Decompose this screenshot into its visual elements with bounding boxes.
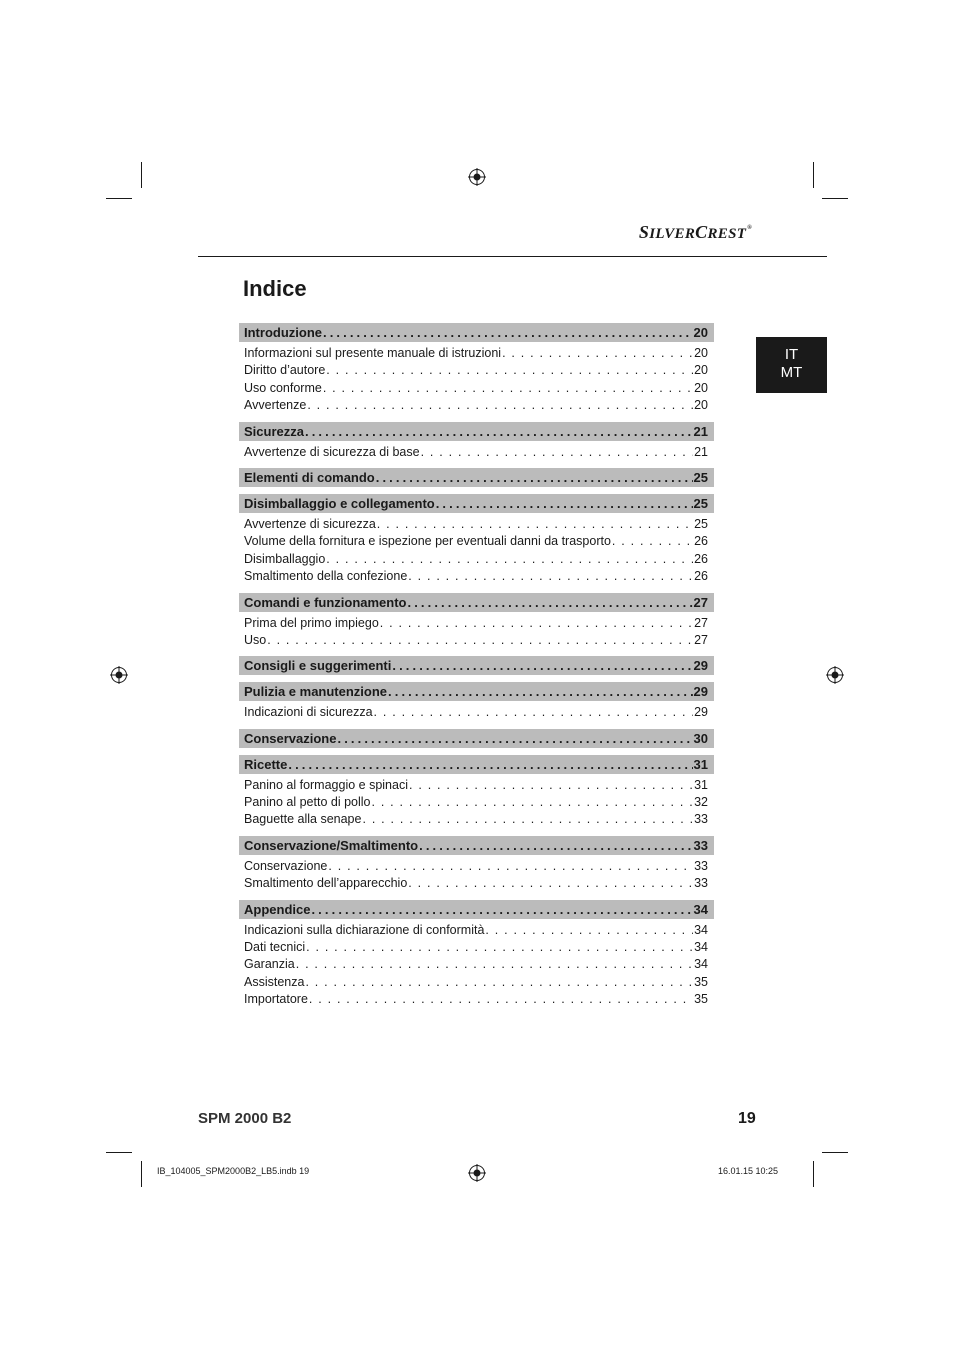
toc-leader — [408, 568, 693, 585]
toc-entry-page: 26 — [694, 551, 708, 566]
toc-entry — [239, 974, 714, 991]
toc-section-page: 30 — [693, 730, 708, 746]
toc-entry — [239, 939, 714, 956]
toc-section-title: Sicurezza — [244, 423, 304, 439]
toc-entry — [239, 444, 714, 461]
toc-section-heading — [239, 323, 714, 342]
toc-section-title: Consigli e suggerimenti — [244, 658, 392, 674]
toc-entry-page: 34 — [694, 957, 708, 972]
toc-entry-page: 35 — [694, 974, 708, 989]
toc-leader — [392, 656, 692, 675]
toc-entry-label: Garanzia — [244, 957, 295, 972]
page-number: 19 — [738, 1110, 756, 1127]
toc-entry-page: 20 — [694, 346, 708, 360]
toc-leader — [288, 755, 692, 774]
toc-entry-label: Informazioni sul presente manuale di istruzioni — [244, 346, 502, 360]
toc-leader — [408, 593, 693, 612]
toc-section-title: Conservazione/Smaltimento — [244, 837, 419, 853]
toc-leader — [371, 794, 693, 811]
toc-section-title: Ricette — [244, 756, 288, 772]
toc-entry — [239, 362, 714, 379]
toc-item-list — [239, 704, 714, 721]
toc-entry-page: 32 — [694, 795, 708, 810]
toc-section — [239, 323, 714, 415]
toc-entry-page: 21 — [694, 444, 708, 459]
toc-entry — [239, 704, 714, 721]
toc-entry-label: Prima del primo impiego — [244, 615, 379, 630]
toc-leader — [305, 974, 693, 991]
toc-entry-page: 25 — [694, 516, 708, 531]
toc-section-page: 20 — [693, 325, 708, 340]
page-title: Indice — [243, 276, 307, 301]
toc-entry-page: 34 — [694, 922, 708, 937]
toc-section-heading — [239, 656, 714, 675]
table-of-contents — [239, 323, 714, 1016]
toc-entry — [239, 956, 714, 973]
registration-mark-icon — [468, 1164, 486, 1182]
crop-mark — [141, 1161, 142, 1187]
toc-entry-label: Indicazioni sulla dichiarazione di conformità — [244, 922, 485, 937]
toc-leader — [409, 777, 693, 794]
toc-entry-page: 20 — [694, 380, 708, 395]
toc-item-list — [239, 858, 714, 893]
toc-entry-page: 26 — [694, 569, 708, 584]
toc-section — [239, 422, 714, 461]
toc-section-title: Conservazione — [244, 730, 337, 746]
toc-section-heading — [239, 755, 714, 774]
toc-leader — [374, 704, 694, 721]
toc-section-title: Disimballaggio e collegamento — [244, 495, 435, 511]
toc-entry-label: Panino al petto di pollo — [244, 795, 371, 810]
toc-section-page: 33 — [693, 837, 708, 853]
toc-entry-page: 29 — [694, 705, 708, 720]
toc-leader — [612, 533, 693, 550]
toc-section-heading — [239, 494, 714, 513]
toc-entry — [239, 811, 714, 828]
toc-section — [239, 656, 714, 675]
toc-entry — [239, 551, 714, 568]
toc-section-title: Elementi di comando — [244, 469, 375, 485]
brand-logo: SILVERCREST® — [638, 222, 752, 242]
toc-section-page: 25 — [693, 495, 708, 511]
toc-section — [239, 593, 714, 650]
toc-section-heading — [239, 468, 714, 487]
toc-section — [239, 682, 714, 721]
toc-entry — [239, 397, 714, 414]
toc-entry — [239, 875, 714, 892]
toc-section-page: 29 — [693, 684, 708, 700]
toc-item-list — [239, 922, 714, 1009]
toc-leader — [296, 956, 693, 973]
language-code: IT — [784, 346, 799, 363]
toc-section-heading — [239, 900, 714, 919]
toc-section-title: Appendice — [244, 901, 311, 917]
print-slug-file: IB_104005_SPM2000B2_LB5.indb 19 — [157, 1166, 310, 1176]
toc-leader — [421, 444, 694, 461]
toc-entry-label: Diritto d’autore — [244, 363, 326, 378]
toc-leader — [326, 551, 693, 568]
header-rule — [198, 256, 827, 257]
toc-entry-label: Conservazione — [244, 858, 328, 873]
toc-entry-label: Uso conforme — [244, 380, 322, 395]
toc-item-list — [239, 777, 714, 829]
toc-item-list — [239, 345, 714, 415]
toc-section-page: 29 — [693, 658, 708, 674]
toc-item-list — [239, 615, 714, 650]
toc-entry — [239, 991, 714, 1008]
toc-entry — [239, 794, 714, 811]
registration-mark-icon — [110, 666, 128, 684]
crop-mark — [813, 162, 814, 188]
toc-leader — [388, 682, 693, 701]
toc-section-heading — [239, 836, 714, 855]
toc-section-heading — [239, 729, 714, 748]
toc-section — [239, 836, 714, 893]
toc-leader — [502, 345, 693, 362]
toc-leader — [408, 875, 693, 892]
toc-entry-page: 35 — [694, 992, 708, 1007]
toc-leader — [419, 836, 692, 855]
toc-entry-label: Importatore — [244, 992, 308, 1007]
toc-section — [239, 468, 714, 487]
toc-leader — [305, 422, 693, 441]
toc-entry-page: 27 — [694, 632, 708, 647]
toc-section-heading — [239, 682, 714, 701]
toc-section-heading — [239, 593, 714, 612]
toc-section-title: Comandi e funzionamento — [244, 594, 407, 610]
toc-entry-page: 27 — [694, 615, 708, 630]
toc-entry-label: Smaltimento dell’apparecchio — [244, 876, 408, 891]
toc-leader — [326, 362, 693, 379]
crop-mark — [822, 198, 848, 199]
toc-entry-page: 33 — [694, 858, 708, 873]
toc-section — [239, 494, 714, 586]
toc-entry-label: Disimballaggio — [244, 551, 326, 566]
toc-entry — [239, 568, 714, 585]
toc-leader — [485, 922, 693, 939]
crop-mark — [813, 1161, 814, 1187]
toc-leader — [337, 729, 692, 748]
toc-leader — [267, 632, 693, 649]
toc-section-page: 34 — [693, 901, 708, 917]
toc-section-title: Pulizia e manutenzione — [244, 684, 388, 700]
toc-item-list — [239, 516, 714, 586]
toc-leader — [309, 991, 693, 1008]
language-code: MT — [780, 364, 803, 381]
toc-entry — [239, 777, 714, 794]
crop-mark — [141, 162, 142, 188]
toc-entry-label: Baguette alla senape — [244, 812, 362, 827]
model-name: SPM 2000 B2 — [198, 1110, 292, 1127]
toc-leader — [328, 858, 693, 875]
registration-mark-icon — [468, 168, 486, 186]
toc-entry — [239, 858, 714, 875]
toc-leader — [307, 397, 693, 414]
toc-section-page: 31 — [693, 756, 708, 772]
toc-entry — [239, 922, 714, 939]
toc-entry-label: Avvertenze di sicurezza di base — [244, 444, 420, 459]
toc-entry-page: 20 — [694, 363, 708, 378]
toc-entry — [239, 533, 714, 550]
toc-entry-label: Smaltimento della confezione — [244, 569, 408, 584]
toc-entry-page: 26 — [694, 534, 708, 549]
toc-entry-page: 34 — [694, 940, 708, 955]
toc-entry — [239, 632, 714, 649]
toc-section — [239, 755, 714, 829]
toc-entry-label: Avvertenze — [244, 398, 307, 413]
toc-entry-label: Volume della fornitura e ispezione per eventuali danni da trasporto — [244, 534, 611, 549]
toc-entry-page: 31 — [694, 777, 708, 792]
toc-entry — [239, 516, 714, 533]
toc-entry — [239, 380, 714, 397]
toc-section-page: 25 — [693, 469, 708, 485]
toc-section — [239, 729, 714, 748]
toc-entry-label: Avvertenze di sicurezza — [244, 516, 376, 531]
toc-entry-label: Assistenza — [244, 974, 305, 989]
print-slug-date: 16.01.15 10:25 — [717, 1166, 778, 1176]
toc-entry-label: Uso — [244, 632, 267, 647]
toc-section — [239, 900, 714, 1009]
toc-leader — [380, 615, 693, 632]
toc-entry — [239, 345, 714, 362]
toc-section-title: Introduzione — [244, 325, 322, 340]
toc-leader — [323, 323, 693, 342]
toc-item-list — [239, 444, 714, 461]
registration-mark-icon — [826, 666, 844, 684]
toc-leader — [377, 516, 693, 533]
toc-leader — [436, 494, 693, 513]
toc-leader — [311, 900, 692, 919]
toc-entry-page: 20 — [694, 398, 708, 413]
crop-mark — [106, 1152, 132, 1153]
toc-entry-label: Indicazioni di sicurezza — [244, 705, 373, 720]
crop-mark — [822, 1152, 848, 1153]
toc-entry-label: Dati tecnici — [244, 940, 306, 955]
toc-leader — [323, 380, 693, 397]
toc-leader — [306, 939, 693, 956]
crop-mark — [106, 198, 132, 199]
toc-section-heading — [239, 422, 714, 441]
toc-entry — [239, 615, 714, 632]
toc-section-page: 21 — [693, 423, 708, 439]
toc-leader — [362, 811, 693, 828]
toc-entry-page: 33 — [694, 812, 708, 827]
toc-entry-page: 33 — [694, 876, 708, 891]
toc-entry-label: Panino al formaggio e spinaci — [244, 777, 408, 792]
toc-leader — [376, 468, 693, 487]
toc-section-page: 27 — [693, 594, 708, 610]
language-tab — [756, 337, 827, 393]
